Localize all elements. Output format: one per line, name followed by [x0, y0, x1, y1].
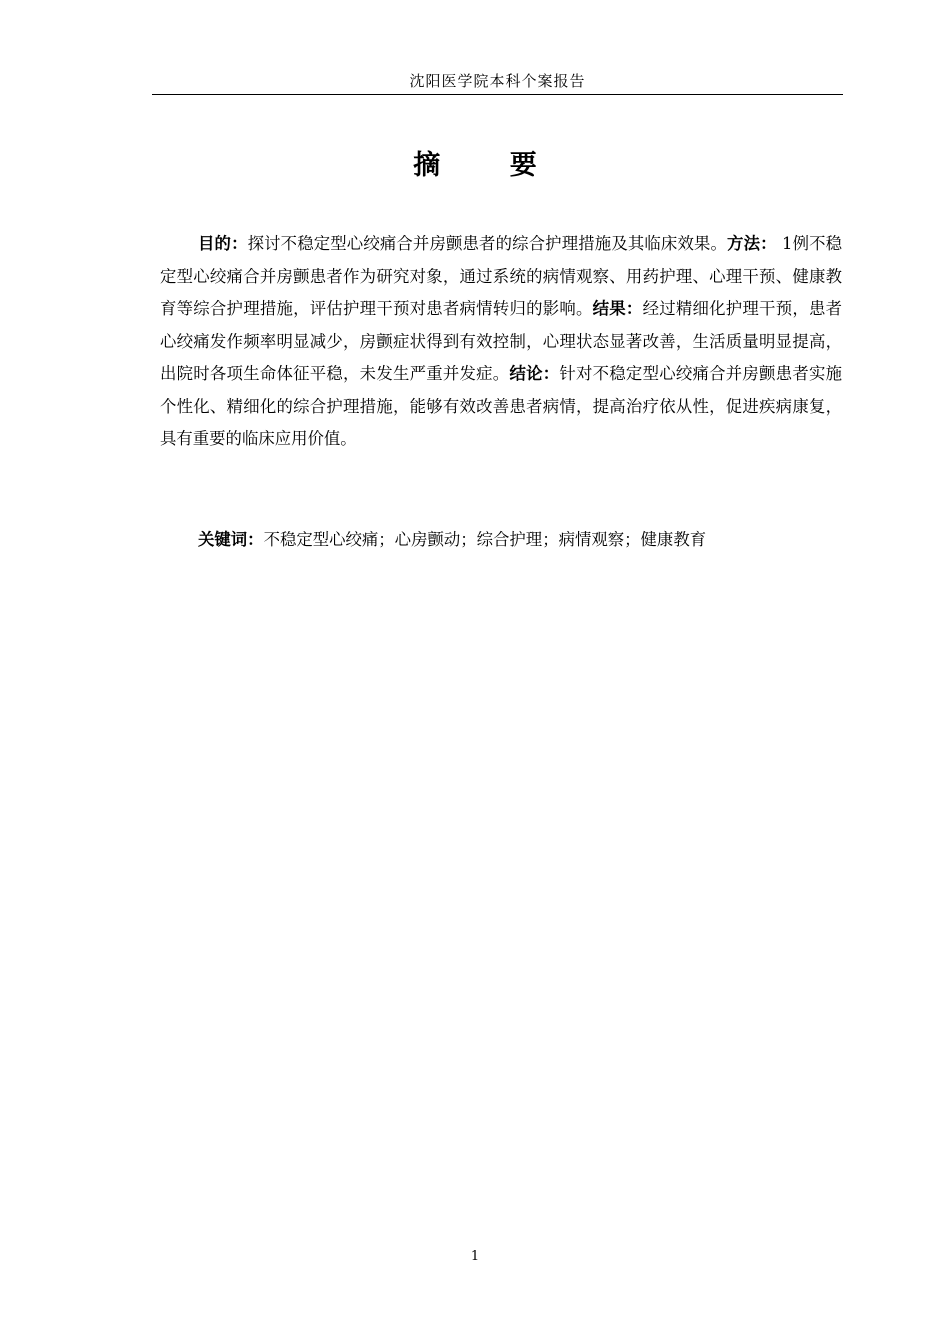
keywords-line: [160, 524, 842, 557]
method-label: 方法：: [727, 234, 777, 253]
result-text: 经过精细化护理干预，患者心绞痛发作频率明显减少，房颤症状得到有效控制，心理状态显著改善，生活质量明显提高，出院时各项生命体征平稳，未发生严重并发症。: [160, 299, 843, 383]
header-title: 沈阳医学院本科个案报告: [409, 72, 586, 90]
page-number: 1: [470, 1249, 480, 1264]
keywords-text: 不稳定型心绞痛；心房颤动；综合护理；病情观察；健康教育: [263, 530, 707, 549]
keywords-label: 关键词：: [198, 530, 264, 549]
method-text: 1例不稳定型心绞痛合并房颤患者作为研究对象，通过系统的病情观察、用药护理、心理干预、健康教育等综合护理措施，评估护理干预对患者病情转归的影响。: [160, 234, 843, 318]
abstract-body: [160, 228, 842, 456]
conclusion-label: 结论：: [509, 364, 560, 383]
result-label: 结果：: [592, 299, 643, 318]
conclusion-text: 针对不稳定型心绞痛合并房颤患者实施个性化、精细化的综合护理措施，能够有效改善患者病情，提高治疗依从性，促进疾病康复，具有重要的临床应用价值。: [160, 364, 843, 448]
objective-text: 探讨不稳定型心绞痛合并房颤患者的综合护理措施及其临床效果。: [247, 234, 728, 253]
abstract-title: 摘 要: [413, 150, 567, 181]
objective-label: 目的：: [198, 234, 248, 253]
page-header: [152, 70, 843, 95]
